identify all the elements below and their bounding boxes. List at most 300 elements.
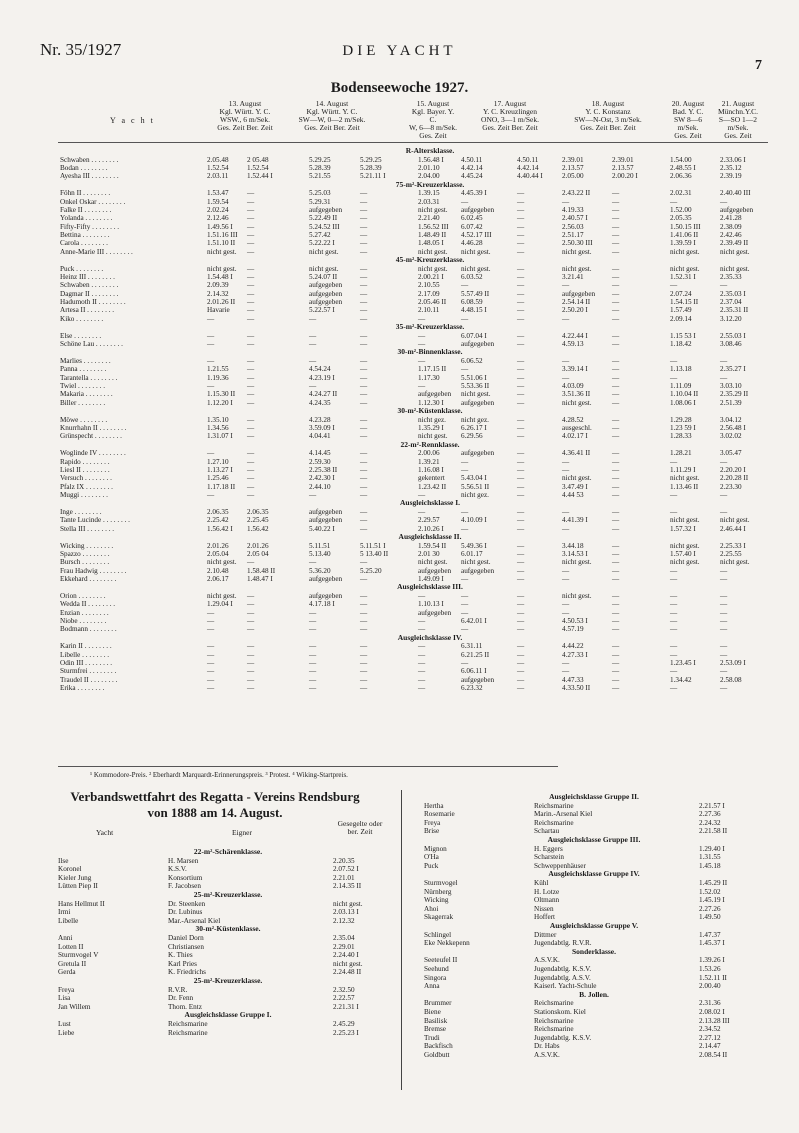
result-cell: —: [309, 650, 317, 659]
yacht-name: Backfisch: [424, 1042, 453, 1051]
yacht-name: Versuch . . . . . . . .: [60, 474, 112, 483]
result-cell: —: [562, 357, 570, 365]
table-row: [0, 592, 799, 600]
result-cell: 2.05.46 II: [418, 298, 447, 307]
result-cell: nicht gest.: [720, 264, 750, 273]
owner-name: Schartau: [534, 827, 560, 836]
result-cell: —: [309, 340, 317, 349]
result-cell: —: [517, 214, 525, 223]
result-cell: 1.51.10 II: [207, 239, 236, 248]
result-cell: 2.35.12: [720, 163, 742, 172]
yacht-name: Hans Hellmut II: [58, 899, 105, 908]
result-cell: 2.01.26: [247, 541, 269, 550]
race-time: 1.45.29 II: [699, 879, 728, 887]
race-header-4: [560, 100, 656, 132]
result-cell: —: [517, 508, 525, 517]
result-cell: 1.23.42 II: [418, 482, 447, 491]
bottom-table-row: [424, 905, 764, 913]
yacht-name: Bodmann . . . . . . . .: [60, 625, 117, 634]
result-cell: —: [247, 466, 255, 475]
yacht-name: Libelle: [58, 916, 79, 925]
result-cell: —: [247, 357, 255, 365]
race-time: 2.27.26: [699, 904, 721, 913]
result-cell: aufgegeben: [309, 298, 343, 307]
result-cell: —: [670, 566, 678, 575]
yacht-name: Woglinde IV . . . . . . . .: [60, 449, 126, 458]
result-cell: 1.52.31 I: [670, 273, 696, 281]
result-cell: —: [562, 524, 570, 533]
yacht-name: Anne-Marie III . . . . . . . .: [60, 247, 133, 256]
result-cell: —: [612, 642, 620, 651]
yacht-name: Panna . . . . . . . .: [60, 365, 107, 374]
yacht-name: Yolanda . . . . . . . .: [60, 214, 113, 223]
race-header-date: 15. August: [416, 99, 450, 108]
result-cell: 2.23.30: [720, 482, 742, 491]
bottom-class-heading: Ausgleichsklasse Gruppe IV.: [548, 869, 640, 879]
yacht-name: Bodan . . . . . . . .: [60, 163, 108, 172]
result-cell: 2.02.24: [207, 205, 229, 214]
result-cell: nicht gest.: [670, 516, 700, 525]
result-cell: —: [360, 642, 368, 651]
owner-name: Dr. Fenn: [168, 994, 194, 1003]
result-cell: 2.29.57: [418, 516, 440, 525]
result-cell: —: [612, 457, 620, 466]
yacht-name: Fifty-Fifty . . . . . . . .: [60, 222, 120, 231]
result-cell: —: [612, 491, 620, 500]
race-time: nicht gest.: [333, 959, 363, 968]
result-cell: —: [517, 608, 525, 617]
yacht-name: Goldbutt: [424, 1051, 450, 1059]
result-cell: 6.03.52: [461, 273, 483, 281]
result-cell: 1.49.09 I: [418, 575, 444, 584]
result-cell: 2.20.20 I: [720, 466, 746, 475]
result-cell: —: [612, 398, 620, 407]
owner-name: Konsortium: [168, 873, 203, 882]
yacht-name: Lust: [58, 1020, 71, 1028]
result-cell: —: [360, 340, 368, 349]
result-cell: —: [720, 281, 728, 290]
class-heading: 45-m²-Kreuzerklasse.: [395, 255, 465, 265]
result-cell: —: [562, 608, 570, 617]
result-cell: —: [309, 642, 317, 651]
result-cell: —: [309, 667, 317, 676]
result-cell: 5.51.06 I: [461, 373, 487, 382]
result-cell: —: [207, 331, 215, 340]
result-cell: —: [562, 575, 570, 584]
result-cell: 5.29.25: [360, 155, 382, 164]
result-cell: 2.35.29 II: [720, 390, 749, 399]
result-cell: —: [309, 558, 317, 567]
yacht-name: Basilisk: [424, 1016, 448, 1025]
race-time: 2.21.57 I: [699, 801, 725, 810]
result-cell: nicht gest.: [418, 558, 448, 567]
result-cell: 6.29.56: [461, 432, 483, 441]
result-cell: —: [247, 382, 255, 391]
result-cell: aufgegeben: [461, 205, 495, 214]
result-cell: 5.29.25: [309, 155, 331, 164]
class-heading: 75-m²-Kreuzerklasse.: [395, 179, 465, 189]
result-cell: —: [517, 264, 525, 273]
bottom-table-row: [58, 1020, 398, 1028]
result-cell: —: [207, 340, 215, 349]
result-cell: aufgegeben: [309, 516, 343, 525]
bottom-table-row: [58, 960, 398, 968]
result-cell: —: [207, 382, 215, 391]
yacht-name: Inge . . . . . . . .: [60, 508, 102, 517]
result-cell: —: [247, 365, 255, 374]
yacht-name: Lotten II: [58, 942, 84, 951]
result-cell: —: [461, 197, 469, 206]
bottom-table-row: [58, 986, 398, 994]
result-cell: —: [720, 197, 728, 206]
result-cell: aufgegeben: [461, 340, 495, 349]
table-row: [0, 600, 799, 608]
result-cell: —: [309, 659, 317, 668]
race-time: 1.31.55: [699, 853, 721, 862]
result-cell: nicht gez.: [418, 415, 446, 424]
result-cell: 2.51.17: [562, 231, 584, 239]
yacht-name: Twiel . . . . . . . .: [60, 382, 106, 391]
yacht-name: Wicking: [424, 896, 449, 905]
result-cell: 1.31.07 I: [207, 432, 233, 441]
owner-name: Stationskom. Kiel: [534, 1008, 586, 1016]
result-cell: —: [360, 684, 368, 693]
race-header-date: 20. August: [671, 99, 705, 108]
result-cell: ausgeschl.: [562, 424, 592, 433]
result-cell: 4.36.41 II: [562, 449, 591, 458]
result-cell: 1.23.45 I: [670, 659, 696, 668]
owner-name: Dr. Steenken: [168, 899, 206, 908]
result-cell: —: [612, 289, 620, 298]
result-cell: —: [670, 592, 678, 601]
table-row: [0, 567, 799, 575]
bottom-table-row: [58, 908, 398, 916]
result-cell: —: [360, 508, 368, 517]
result-cell: 6.06.52: [461, 357, 483, 365]
result-cell: —: [418, 491, 426, 500]
result-cell: —: [360, 306, 368, 315]
yacht-name: Mignon: [424, 844, 447, 853]
result-cell: 6.31.11: [461, 642, 483, 651]
result-cell: —: [720, 357, 728, 365]
race-time: 2.21.58 II: [699, 827, 728, 836]
result-cell: 3.03.10: [720, 382, 742, 391]
result-cell: —: [360, 382, 368, 391]
result-cell: —: [670, 650, 678, 659]
result-cell: —: [207, 617, 215, 626]
race-time: 2.31.36: [699, 999, 721, 1008]
result-cell: —: [309, 331, 317, 340]
result-cell: 4.52.17 III: [461, 231, 492, 239]
result-cell: 1.29.28: [670, 415, 692, 424]
result-cell: 2.10.55: [418, 281, 440, 290]
result-cell: —: [612, 231, 620, 239]
yacht-name: Irmi: [58, 908, 71, 917]
result-cell: 2.25.42: [207, 516, 229, 525]
result-cell: —: [612, 373, 620, 382]
result-cell: —: [517, 575, 525, 584]
bottom-table-row: [424, 999, 764, 1007]
result-cell: 2.46.44 I: [720, 524, 746, 533]
owner-name: Karl Pries: [168, 959, 197, 968]
result-cell: 3.39.14 I: [562, 365, 588, 374]
result-cell: 2.25.38 II: [309, 466, 338, 475]
result-cell: —: [207, 659, 215, 668]
race-header-sub: Ges. Zeit: [674, 131, 702, 140]
result-cell: 1.39.59 I: [670, 239, 696, 248]
result-cell: 5 13.40 II: [360, 550, 389, 559]
result-cell: 2.05.35: [670, 214, 692, 223]
result-cell: —: [247, 398, 255, 407]
race-header-date: 18. August: [591, 99, 625, 108]
race-time: 2.21.01: [333, 873, 355, 882]
table-row: [0, 466, 799, 474]
bottom-table-row: [424, 879, 764, 887]
result-cell: 1.29.04 I: [207, 600, 233, 609]
yacht-name: Gretula II: [58, 959, 87, 968]
yacht-name: Wedda II . . . . . . . .: [60, 600, 116, 609]
yacht-name: Orion . . . . . . . .: [60, 592, 106, 601]
class-heading: 22-m²-Rennklasse.: [400, 439, 460, 449]
result-cell: —: [247, 306, 255, 315]
result-cell: 2.06.35: [247, 508, 269, 517]
result-cell: 6.08.59: [461, 298, 483, 307]
table-row: [0, 164, 799, 172]
result-cell: —: [670, 457, 678, 466]
result-cell: 5.57.49 II: [461, 289, 490, 298]
result-cell: —: [670, 608, 678, 617]
result-cell: 2.00.06: [418, 449, 440, 458]
result-cell: —: [247, 205, 255, 214]
result-cell: —: [612, 550, 620, 559]
bottom-class-heading: 22-m²-Schärenklasse.: [193, 847, 263, 856]
result-cell: —: [461, 625, 469, 634]
yacht-name: Frau Hadwig . . . . . . . .: [60, 566, 127, 575]
result-cell: —: [612, 508, 620, 517]
result-cell: —: [562, 466, 570, 475]
result-cell: —: [720, 508, 728, 517]
yacht-name: Singora: [424, 973, 447, 982]
result-cell: —: [207, 608, 215, 617]
result-cell: 2.25.33 I: [720, 541, 746, 550]
table-row: [0, 198, 799, 206]
result-cell: —: [720, 650, 728, 659]
result-cell: —: [360, 608, 368, 617]
result-cell: 6.21.25 II: [461, 650, 490, 659]
result-cell: —: [612, 575, 620, 584]
result-cell: 1.54.48 I: [207, 273, 233, 281]
result-cell: —: [612, 298, 620, 307]
yacht-name: Libelle . . . . . . . .: [60, 650, 110, 659]
result-cell: —: [418, 314, 426, 323]
result-cell: 2.10.11: [418, 306, 440, 315]
result-cell: 4.46.28: [461, 239, 483, 248]
race-header-sub: Ges. Zeit Ber. Zeit: [217, 123, 273, 132]
result-cell: —: [360, 357, 368, 365]
result-cell: —: [612, 281, 620, 290]
result-cell: —: [517, 667, 525, 676]
yacht-name: Sturmvogel: [424, 879, 458, 887]
table-row: [0, 558, 799, 566]
result-cell: 2.48.55 I: [670, 163, 696, 172]
race-time: 1.52.11 II: [699, 973, 727, 982]
table-row: [0, 676, 799, 684]
result-cell: —: [517, 600, 525, 609]
result-cell: —: [670, 625, 678, 634]
bottom-table-row: [424, 931, 764, 939]
result-cell: —: [517, 625, 525, 634]
result-cell: nicht gest.: [670, 474, 700, 483]
yacht-name: Grünspecht . . . . . . . .: [60, 432, 122, 441]
result-cell: 6.42.01 I: [461, 617, 487, 626]
owner-name: Kühl: [534, 879, 549, 887]
result-cell: aufgegeben: [562, 289, 596, 298]
result-cell: —: [612, 684, 620, 693]
race-header-wind: SW 8—6 m/Sek.: [674, 115, 702, 132]
table-row: [0, 223, 799, 231]
result-cell: —: [517, 382, 525, 391]
result-cell: —: [612, 424, 620, 433]
result-cell: nicht gest.: [207, 264, 237, 273]
race-header-wind: WSW., 6 m/Sek.: [220, 115, 270, 124]
yacht-name: Stella III . . . . . . . .: [60, 524, 115, 533]
result-cell: —: [418, 340, 426, 349]
result-cell: aufgegeben: [418, 390, 452, 399]
result-cell: —: [517, 684, 525, 693]
result-cell: —: [612, 608, 620, 617]
result-cell: 1.13.18: [670, 365, 692, 374]
result-cell: 1.57.40 I: [670, 550, 696, 559]
result-cell: —: [517, 273, 525, 281]
result-cell: 4.04.41: [309, 432, 331, 441]
result-cell: 1.35.10: [207, 415, 229, 424]
race-header-3: [465, 100, 555, 132]
result-cell: 1.51.16 III: [207, 231, 238, 239]
result-cell: —: [247, 239, 255, 248]
result-cell: 5.27.42: [309, 231, 331, 239]
table-row: [0, 474, 799, 482]
result-cell: —: [461, 314, 469, 323]
result-cell: aufgegeben: [418, 608, 452, 617]
result-cell: —: [612, 592, 620, 601]
result-cell: 4.27.33 I: [562, 650, 588, 659]
result-cell: 2.25.45: [247, 516, 269, 525]
result-cell: —: [517, 474, 525, 483]
result-cell: —: [247, 390, 255, 399]
table-row: [0, 642, 799, 650]
result-cell: —: [360, 491, 368, 500]
result-cell: 1.48.05 I: [418, 239, 444, 248]
result-cell: nicht gest.: [562, 558, 592, 567]
result-cell: —: [207, 491, 215, 500]
table-row: [0, 206, 799, 214]
result-cell: —: [517, 314, 525, 323]
race-time: 1.53.26: [699, 965, 721, 973]
result-cell: 1.13.46 II: [670, 482, 699, 491]
race-header-club: Y. C. Kreuzlingen: [482, 107, 538, 116]
result-cell: —: [562, 197, 570, 206]
header-rule: [58, 142, 768, 143]
result-cell: 1.19.36: [207, 373, 229, 382]
result-cell: —: [418, 659, 426, 668]
result-cell: —: [517, 566, 525, 575]
result-cell: 4.50.11: [461, 155, 483, 164]
yacht-name: Schwaben . . . . . . . .: [60, 281, 119, 290]
result-cell: 4.19.33: [562, 205, 584, 214]
yacht-name: O'Ha: [424, 853, 439, 862]
result-cell: —: [247, 608, 255, 617]
result-cell: 1.57.32 I: [670, 524, 696, 533]
race-time: 2.00.40: [699, 982, 721, 991]
result-cell: —: [247, 273, 255, 281]
result-cell: 2.44.10: [309, 482, 331, 491]
result-cell: 2.05.00: [562, 172, 584, 181]
result-cell: —: [517, 231, 525, 239]
result-cell: —: [247, 491, 255, 500]
bottom-time-header: Gesegelte oder ber. Zeit: [337, 819, 383, 836]
result-cell: —: [720, 642, 728, 651]
owner-name: Reichsmarine: [534, 1025, 574, 1034]
result-cell: —: [517, 457, 525, 466]
result-cell: —: [360, 650, 368, 659]
result-cell: nicht gest.: [670, 558, 700, 567]
owner-name: H. Lotze: [534, 887, 560, 896]
result-cell: 2.55.03 I: [720, 331, 746, 340]
owner-name: Mar.-Arsenal Kiel: [168, 916, 221, 925]
race-time: 2.22.57: [333, 994, 355, 1003]
result-cell: —: [360, 239, 368, 248]
result-cell: —: [360, 247, 368, 256]
table-row: [0, 265, 799, 273]
result-cell: 2.40.57 I: [562, 214, 588, 223]
result-cell: —: [612, 306, 620, 315]
result-cell: 2.35.31 II: [720, 306, 749, 315]
result-cell: 5.22.49 II: [309, 214, 338, 223]
result-cell: 1.11.29 I: [670, 466, 696, 475]
result-cell: —: [562, 659, 570, 668]
owner-name: H. Eggers: [534, 844, 563, 853]
result-cell: —: [461, 575, 469, 584]
result-cell: 4.47.33: [562, 675, 584, 684]
result-cell: —: [360, 264, 368, 273]
result-cell: 1.12.30 I: [418, 398, 444, 407]
yacht-name: Ayesha III . . . . . . . .: [60, 172, 119, 181]
result-cell: 4.44.22: [562, 642, 584, 651]
result-cell: —: [517, 675, 525, 684]
result-cell: —: [612, 474, 620, 483]
result-cell: 1.39.15: [418, 189, 440, 198]
result-cell: nicht gest.: [309, 247, 339, 256]
result-cell: —: [517, 222, 525, 231]
result-cell: 2.06.36: [670, 172, 692, 181]
result-cell: 1.23 59 I: [670, 424, 696, 433]
result-cell: —: [612, 432, 620, 441]
result-cell: —: [418, 642, 426, 651]
result-cell: 1.13.27 I: [207, 466, 233, 475]
race-header-wind: SW—W, 0—2 m/Sek.: [298, 115, 366, 124]
result-cell: —: [612, 273, 620, 281]
result-cell: —: [360, 222, 368, 231]
yacht-name: Knurrhahn II . . . . . . . .: [60, 424, 127, 433]
result-cell: 2.03.31: [418, 197, 440, 206]
result-cell: 3.04.12: [720, 415, 742, 424]
yacht-name: Freya: [58, 985, 75, 994]
result-cell: —: [309, 357, 317, 365]
result-cell: —: [612, 541, 620, 550]
result-cell: 5.53.36 II: [461, 382, 490, 391]
result-cell: 2.03.11: [207, 172, 229, 181]
result-cell: —: [247, 625, 255, 634]
